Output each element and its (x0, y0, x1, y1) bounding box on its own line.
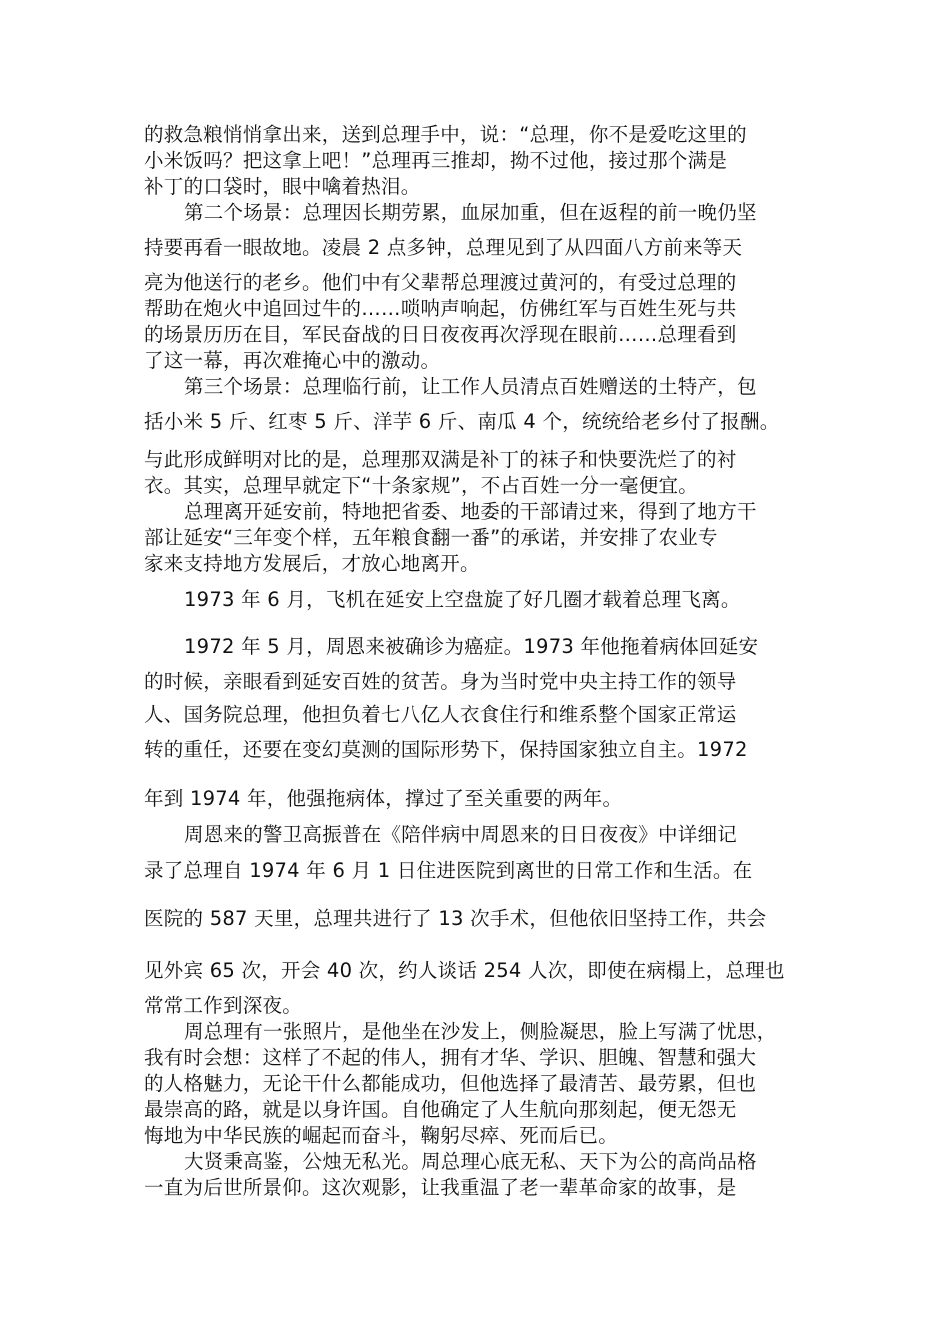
text-line: 的时候，亲眼看到延安百姓的贫苦。身为当时党中央主持工作的领导 (144, 670, 737, 693)
text-line: 我有时会想：这样了不起的伟人，拥有才华、学识、胆魄、智慧和强大 (144, 1046, 757, 1069)
text-line: 与此形成鲜明对比的是，总理那双满是补丁的袜子和快要洗烂了的衬 (144, 448, 737, 471)
text-line: 第三个场景：总理临行前，让工作人员清点百姓赠送的土特产，包 (184, 375, 757, 398)
text-line: 帮助在炮火中追回过牛的……唢呐声响起，仿佛红军与百姓生死与共 (144, 297, 737, 320)
text-line: 1973 年 6 月，飞机在延安上空盘旋了好几圈才载着总理飞离。 (184, 588, 741, 611)
text-line: 括小米 5 斤、红枣 5 斤、洋芋 6 斤、南瓜 4 个，统统给老乡付了报酬。 (144, 410, 780, 433)
text-line: 1972 年 5 月，周恩来被确诊为癌症。1973 年他拖着病体回延安 (184, 635, 759, 658)
text-line: 补丁的口袋时，眼中噙着热泪。 (144, 175, 421, 198)
text-line: 常常工作到深夜。 (144, 994, 303, 1017)
text-line: 录了总理自 1974 年 6 月 1 日住进医院到离世的日常工作和生活。在 (144, 859, 753, 882)
text-line: 悔地为中华民族的崛起而奋斗，鞠躬尽瘁、死而后已。 (144, 1124, 619, 1147)
text-line: 的场景历历在目，军民奋战的日日夜夜再次浮现在眼前……总理看到 (144, 323, 737, 346)
text-line: 第二个场景：总理因长期劳累，血尿加重，但在返程的前一晚仍坚 (184, 201, 757, 224)
text-line: 转的重任，还要在变幻莫测的国际形势下，保持国家独立自主。1972 (144, 738, 748, 761)
text-line: 年到 1974 年，他强拖病体，撑过了至关重要的两年。 (144, 787, 623, 810)
text-line: 亮为他送行的老乡。他们中有父辈帮总理渡过黄河的，有受过总理的 (144, 271, 737, 294)
text-line: 小米饭吗？把这拿上吧！”总理再三推却，拗不过他，接过那个满是 (144, 149, 728, 172)
text-line: 最崇高的路，就是以身许国。自他确定了人生航向那刻起，便无怨无 (144, 1098, 737, 1121)
text-line: 的人格魅力，无论干什么都能成功，但他选择了最清苦、最劳累，但也 (144, 1072, 757, 1095)
text-line: 大贤秉高鉴，公烛无私光。周总理心底无私、天下为公的高尚品格 (184, 1150, 757, 1173)
text-line: 家来支持地方发展后，才放心地离开。 (144, 552, 480, 575)
text-line: 周恩来的警卫高振普在《陪伴病中周恩来的日日夜夜》中详细记 (184, 823, 738, 846)
text-line: 衣。其实，总理早就定下“十条家规”，不占百姓一分一毫便宜。 (144, 474, 698, 497)
text-line: 人、国务院总理，他担负着七八亿人衣食住行和维系整个国家正常运 (144, 703, 737, 726)
text-line: 的救急粮悄悄拿出来，送到总理手中，说：“总理，你不是爱吃这里的 (144, 123, 747, 146)
text-line: 医院的 587 天里，总理共进行了 13 次手术，但他依旧坚持工作，共会 (144, 907, 767, 930)
text-line: 部让延安“三年变个样，五年粮食翻一番”的承诺，并安排了农业专 (144, 526, 718, 549)
text-line: 周总理有一张照片，是他坐在沙发上，侧脸凝思，脸上写满了忧思， (184, 1020, 777, 1043)
text-line: 持要再看一眼故地。凌晨 2 点多钟，总理见到了从四面八方前来等天 (144, 236, 743, 259)
text-line: 一直为后世所景仰。这次观影，让我重温了老一辈革命家的故事，是 (144, 1176, 737, 1199)
text-line: 总理离开延安前，特地把省委、地委的干部请过来，得到了地方干 (184, 500, 757, 523)
text-line: 了这一幕，再次难掩心中的激动。 (144, 349, 441, 372)
text-line: 见外宾 65 次，开会 40 次，约人谈话 254 人次，即使在病榻上，总理也 (144, 959, 785, 982)
